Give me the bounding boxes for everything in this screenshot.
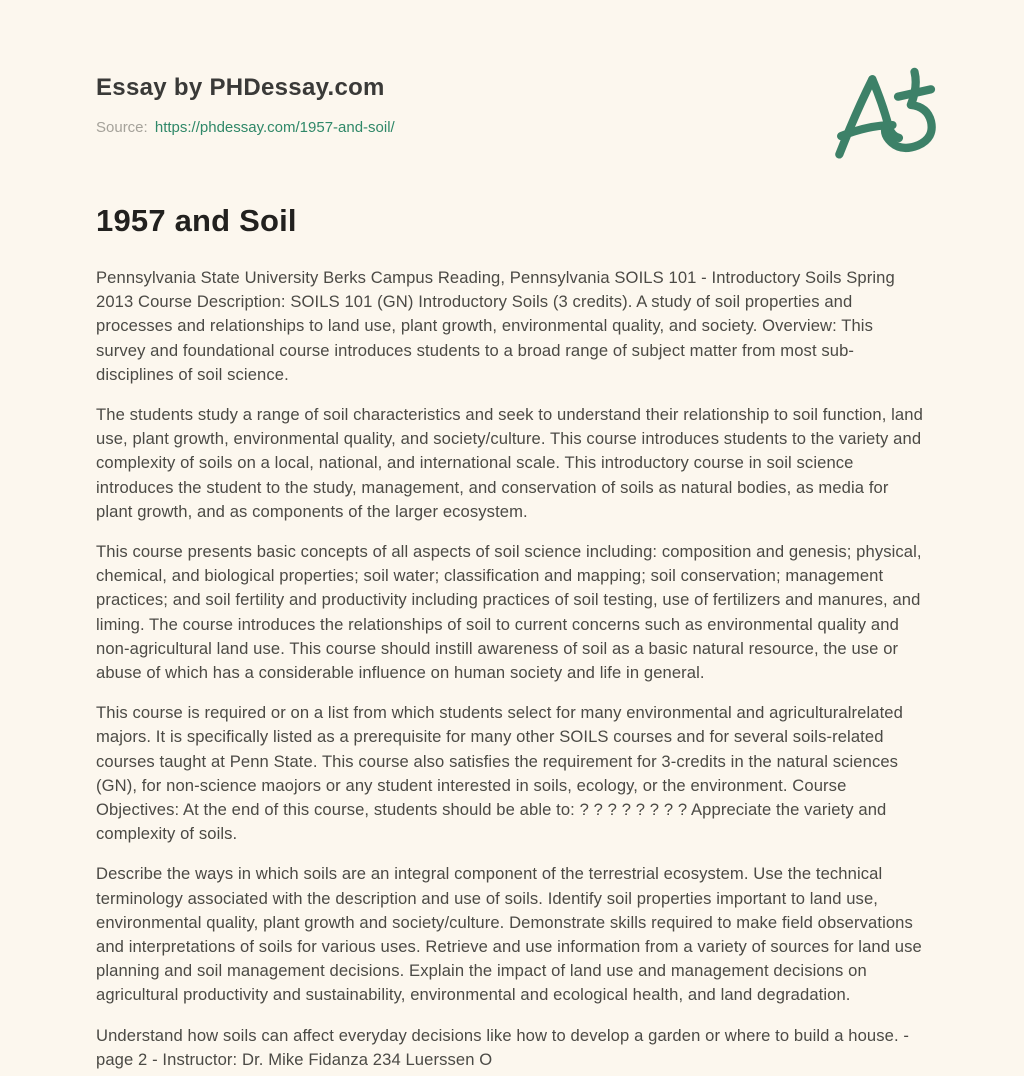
essay-paragraph-5: Describe the ways in which soils are an integral component of the terrestrial ecosystem. Use the technical terminology associated with the description and use of soils. Identify soil properties important to land use, environmental quality, plant growth and society/culture. Demonstrate skills required to make field observations and interpretations of soils for various uses. Retrieve and use information from a variety of sources for land use planning and soil management decisions. Explain the impact of land use and management decisions on agricultural productivity and sustainability, environmental and ecological health, and land degradation. [96, 864, 922, 1005]
page-header [96, 74, 928, 136]
essay-body [96, 203, 928, 1072]
source-link[interactable]: https://phdessay.com/1957-and-soil/ [154, 119, 395, 136]
source-line [96, 119, 928, 136]
essay-paragraph-3: This course presents basic concepts of all aspects of soil science including: composition and genesis; physical, chemical, and biological properties; soil water; classification and mapping; soil conservation; management practices; and soil fertility and productivity including practices of soil testing, use of fertilizers and manures, and liming. The course introduces the relationships of soil to current concerns such as environmental quality and non-agricultural land use. This course should instill awareness of soil as a basic natural resource, the use or abuse of which has a considerable influence on human society and life in general. [96, 542, 922, 683]
essay-title: 1957 and Soil [96, 203, 297, 238]
essay-paragraph-4: This course is required or on a list from which students select for many environmental and agriculturalrelated majors. It is specifically listed as a prerequisite for many other SOILS courses and for several soils-related courses taught at Penn State. This course also satisfies the requirement for 3-credits in the natural sciences (GN), for non-science maojors or any student interested in soils, ecology, or the environment. Course Objectives: At the end of this course, students should be able to: ? ? ? ? ? ? ? ? Appreciate the variety and complexity of soils. [96, 703, 903, 844]
site-title: Essay by PHDessay.com [96, 74, 385, 101]
essay-paragraph-2: The students study a range of soil characteristics and seek to understand their relationship to soil function, land use, plant growth, environmental quality, and society/culture. This course introduces students to the variety and complexity of soils on a local, national, and international scale. This introductory course in soil science introduces the student to the study, management, and conservation of soils as natural bodies, as media for plant growth, and as components of the larger ecosystem. [96, 405, 923, 521]
source-label: Source: [96, 119, 148, 136]
essay-paragraph-1: Pennsylvania State University Berks Campus Reading, Pennsylvania SOILS 101 - Introductory Soils Spring 2013 Course Description: SOILS 101 (GN) Introductory Soils (3 credits). A study of soil properties and processes and relationships to land use, plant growth, environmental quality, and society. Overview: This survey and foundational course introduces students to a broad range of subject matter from most sub-disciplines of soil science. [96, 268, 895, 384]
aplus-logo-icon [832, 60, 942, 170]
essay-paragraph-6: Understand how soils can affect everyday decisions like how to develop a garden or where to build a house. - page 2 - Instructor: Dr. Mike Fidanza 234 Luerssen O [96, 1025, 909, 1069]
